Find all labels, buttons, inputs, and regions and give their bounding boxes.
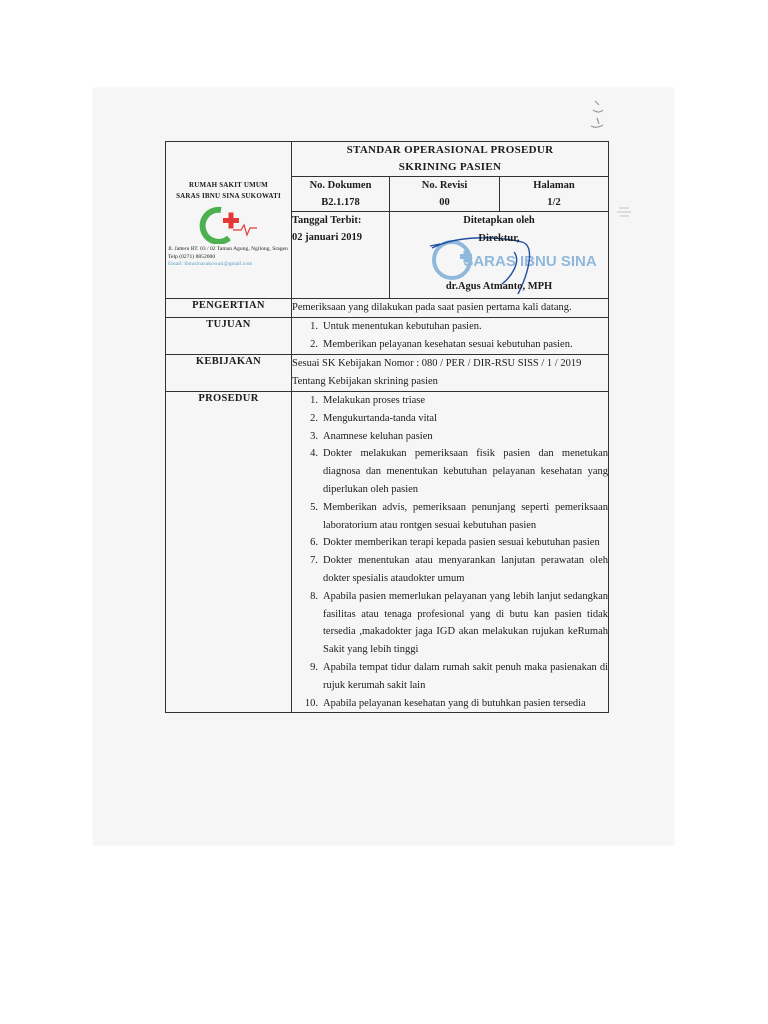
list-item-text: Melakukan proses triase [323, 395, 426, 406]
pengertian-text: Pemeriksaan yang dilakukan pada saat pasien pertama kali datang. [292, 302, 572, 313]
revision-value: 00 [439, 197, 450, 208]
scan-smudge [585, 96, 615, 138]
list-item: 7. Dokter menentukan atau menyarankan lanjutan perawatan oleh dokter spesialis ataudokter umum [310, 555, 608, 584]
hospital-logo-icon [199, 204, 259, 244]
tujuan-label: TUJUAN [166, 318, 292, 355]
approved-by-label: Ditetapkan oleh [463, 215, 535, 226]
issue-date-label: Tanggal Terbit: [292, 215, 362, 226]
list-item: 5. Memberikan advis, pemeriksaan penunjang seperti pemeriksaan laboratorium atau rontgen sesuai kebutuhan pasien [310, 501, 608, 531]
list-item: 3. Anamnese keluhan pasien [310, 430, 433, 442]
revision-label: No. Revisi [421, 180, 468, 191]
document-number-label: No. Dokumen [309, 180, 372, 191]
list-item: 9. Apabila tempat tidur dalam rumah sakit penuh maka pasienakan di rujuk kerumah sakit lain [310, 661, 608, 691]
document-number-cell [292, 177, 390, 212]
prosedur-list [292, 392, 608, 712]
list-item: 8. Apabila pasien memerlukan pelayanan yang lebih lanjut sedangkan fasilitas atau tenaga profesional yang di butu kan pasien tidak tersedia ,makadokter jaga IGD akan melakukan rujukan keRumah Sakit yang lebih tinggi [310, 590, 608, 656]
tujuan-list [292, 318, 608, 354]
list-item-text: Dokter menentukan atau menyarankan lanjutan perawatan oleh dokter spesialis ataudokter umum [323, 555, 608, 584]
prosedur-content [292, 392, 609, 713]
hospital-name [166, 180, 291, 201]
title-line1: STANDAR OPERASIONAL PROSEDUR [346, 144, 554, 156]
document-title [292, 142, 609, 177]
list-item-text: Apabila tempat tidur dalam rumah sakit penuh maka pasienakan di rujuk kerumah sakit lain [323, 661, 608, 691]
page-label: Halaman [533, 180, 575, 191]
director-title: Direktur, [478, 233, 520, 244]
list-item: 4. Dokter melakukan pemeriksaan fisik pasien dan menetukan diagnosa dan menentukan kebutuhan pelayanan kesehatan yang diperlukan oleh pasien [310, 448, 608, 495]
pengertian-label: PENGERTIAN [166, 299, 292, 318]
director-name: dr.Agus Atmanto, MPH [445, 281, 553, 292]
list-item-text: Apabila pelayanan kesehatan yang di butuhkan pasien tersedia [323, 697, 586, 709]
sop-table [165, 141, 609, 713]
list-item-text: Dokter memberikan terapi kepada pasien sesuai kebutuhan pasien [323, 537, 600, 549]
approval-cell [390, 212, 609, 299]
tujuan-content [292, 318, 609, 355]
hospital-address-text: Jl. Jatteru RT. 03 / 02 Taman Agung, Ngilong, Sragen Telp (0271) 8852000 [168, 246, 288, 260]
page-value: 1/2 [547, 197, 561, 208]
list-item: 6. Dokter memberikan terapi kepada pasien sesuai kebutuhan pasien [310, 537, 600, 549]
list-item-text: Memberikan advis, pemeriksaan penunjang seperti pemeriksaan laboratorium atau rontgen sesuai kebutuhan pasien [323, 501, 608, 531]
kebijakan-line2: Tentang Kebijakan skrining pasien [292, 376, 438, 387]
issue-date-cell [292, 212, 390, 299]
list-item-text: Dokter melakukan pemeriksaan fisik pasien dan menetukan diagnosa dan menentukan kebutuhan pelayanan kesehatan yang diperlukan oleh pasien [323, 448, 608, 495]
list-item-text: Memberikan pelayanan kesehatan sesuai kebutuhan pasien. [323, 339, 573, 350]
list-item: 2. Mengukurtanda-tanda vital [310, 412, 438, 424]
list-item-text: Mengukurtanda-tanda vital [323, 412, 438, 424]
hospital-address [166, 246, 291, 269]
hospital-info-cell [166, 142, 292, 299]
kebijakan-line1: Sesuai SK Kebijakan Nomor : 080 / PER / DIR-RSU SISS / 1 / 2019 [292, 358, 582, 369]
title-line2: SKRINING PASIEN [398, 161, 502, 173]
list-item: 10. Apabila pelayanan kesehatan yang di butuhkan pasien tersedia [304, 697, 586, 709]
list-item-text: Apabila pasien memerlukan pelayanan yang lebih lanjut sedangkan fasilitas atau tenaga profesional yang di butu kan pasien tidak tersedia ,makadokter jaga IGD akan melakukan rujukan keRumah Sakit yang lebih tinggi [323, 590, 608, 656]
pengertian-content [292, 299, 609, 318]
list-item: 1. Melakukan proses triase [310, 395, 426, 406]
list-item: 1. Untuk menentukan kebutuhan pasien. [310, 321, 482, 332]
prosedur-label: PROSEDUR [166, 392, 292, 713]
hospital-name-line2: SARAS IBNU SINA SUKOWATI [176, 191, 281, 200]
list-item: 2. Memberikan pelayanan kesehatan sesuai kebutuhan pasien. [310, 339, 573, 350]
list-item-text: Anamnese keluhan pasien [323, 430, 433, 442]
document-number-value: B2.1.178 [321, 197, 360, 208]
hospital-email: Email: ibnusinasukowati@gmail.com [168, 261, 253, 268]
issue-date-value: 02 januari 2019 [292, 232, 363, 243]
hospital-name-line1: RUMAH SAKIT UMUM [189, 181, 268, 189]
revision-cell [390, 177, 500, 212]
kebijakan-label: KEBIJAKAN [166, 355, 292, 392]
kebijakan-content [292, 355, 609, 392]
stamp-text: SARAS IBNU SINA [463, 253, 597, 270]
page-cell [500, 177, 609, 212]
list-item-text: Untuk menentukan kebutuhan pasien. [323, 321, 482, 332]
scan-smudge [614, 204, 636, 220]
